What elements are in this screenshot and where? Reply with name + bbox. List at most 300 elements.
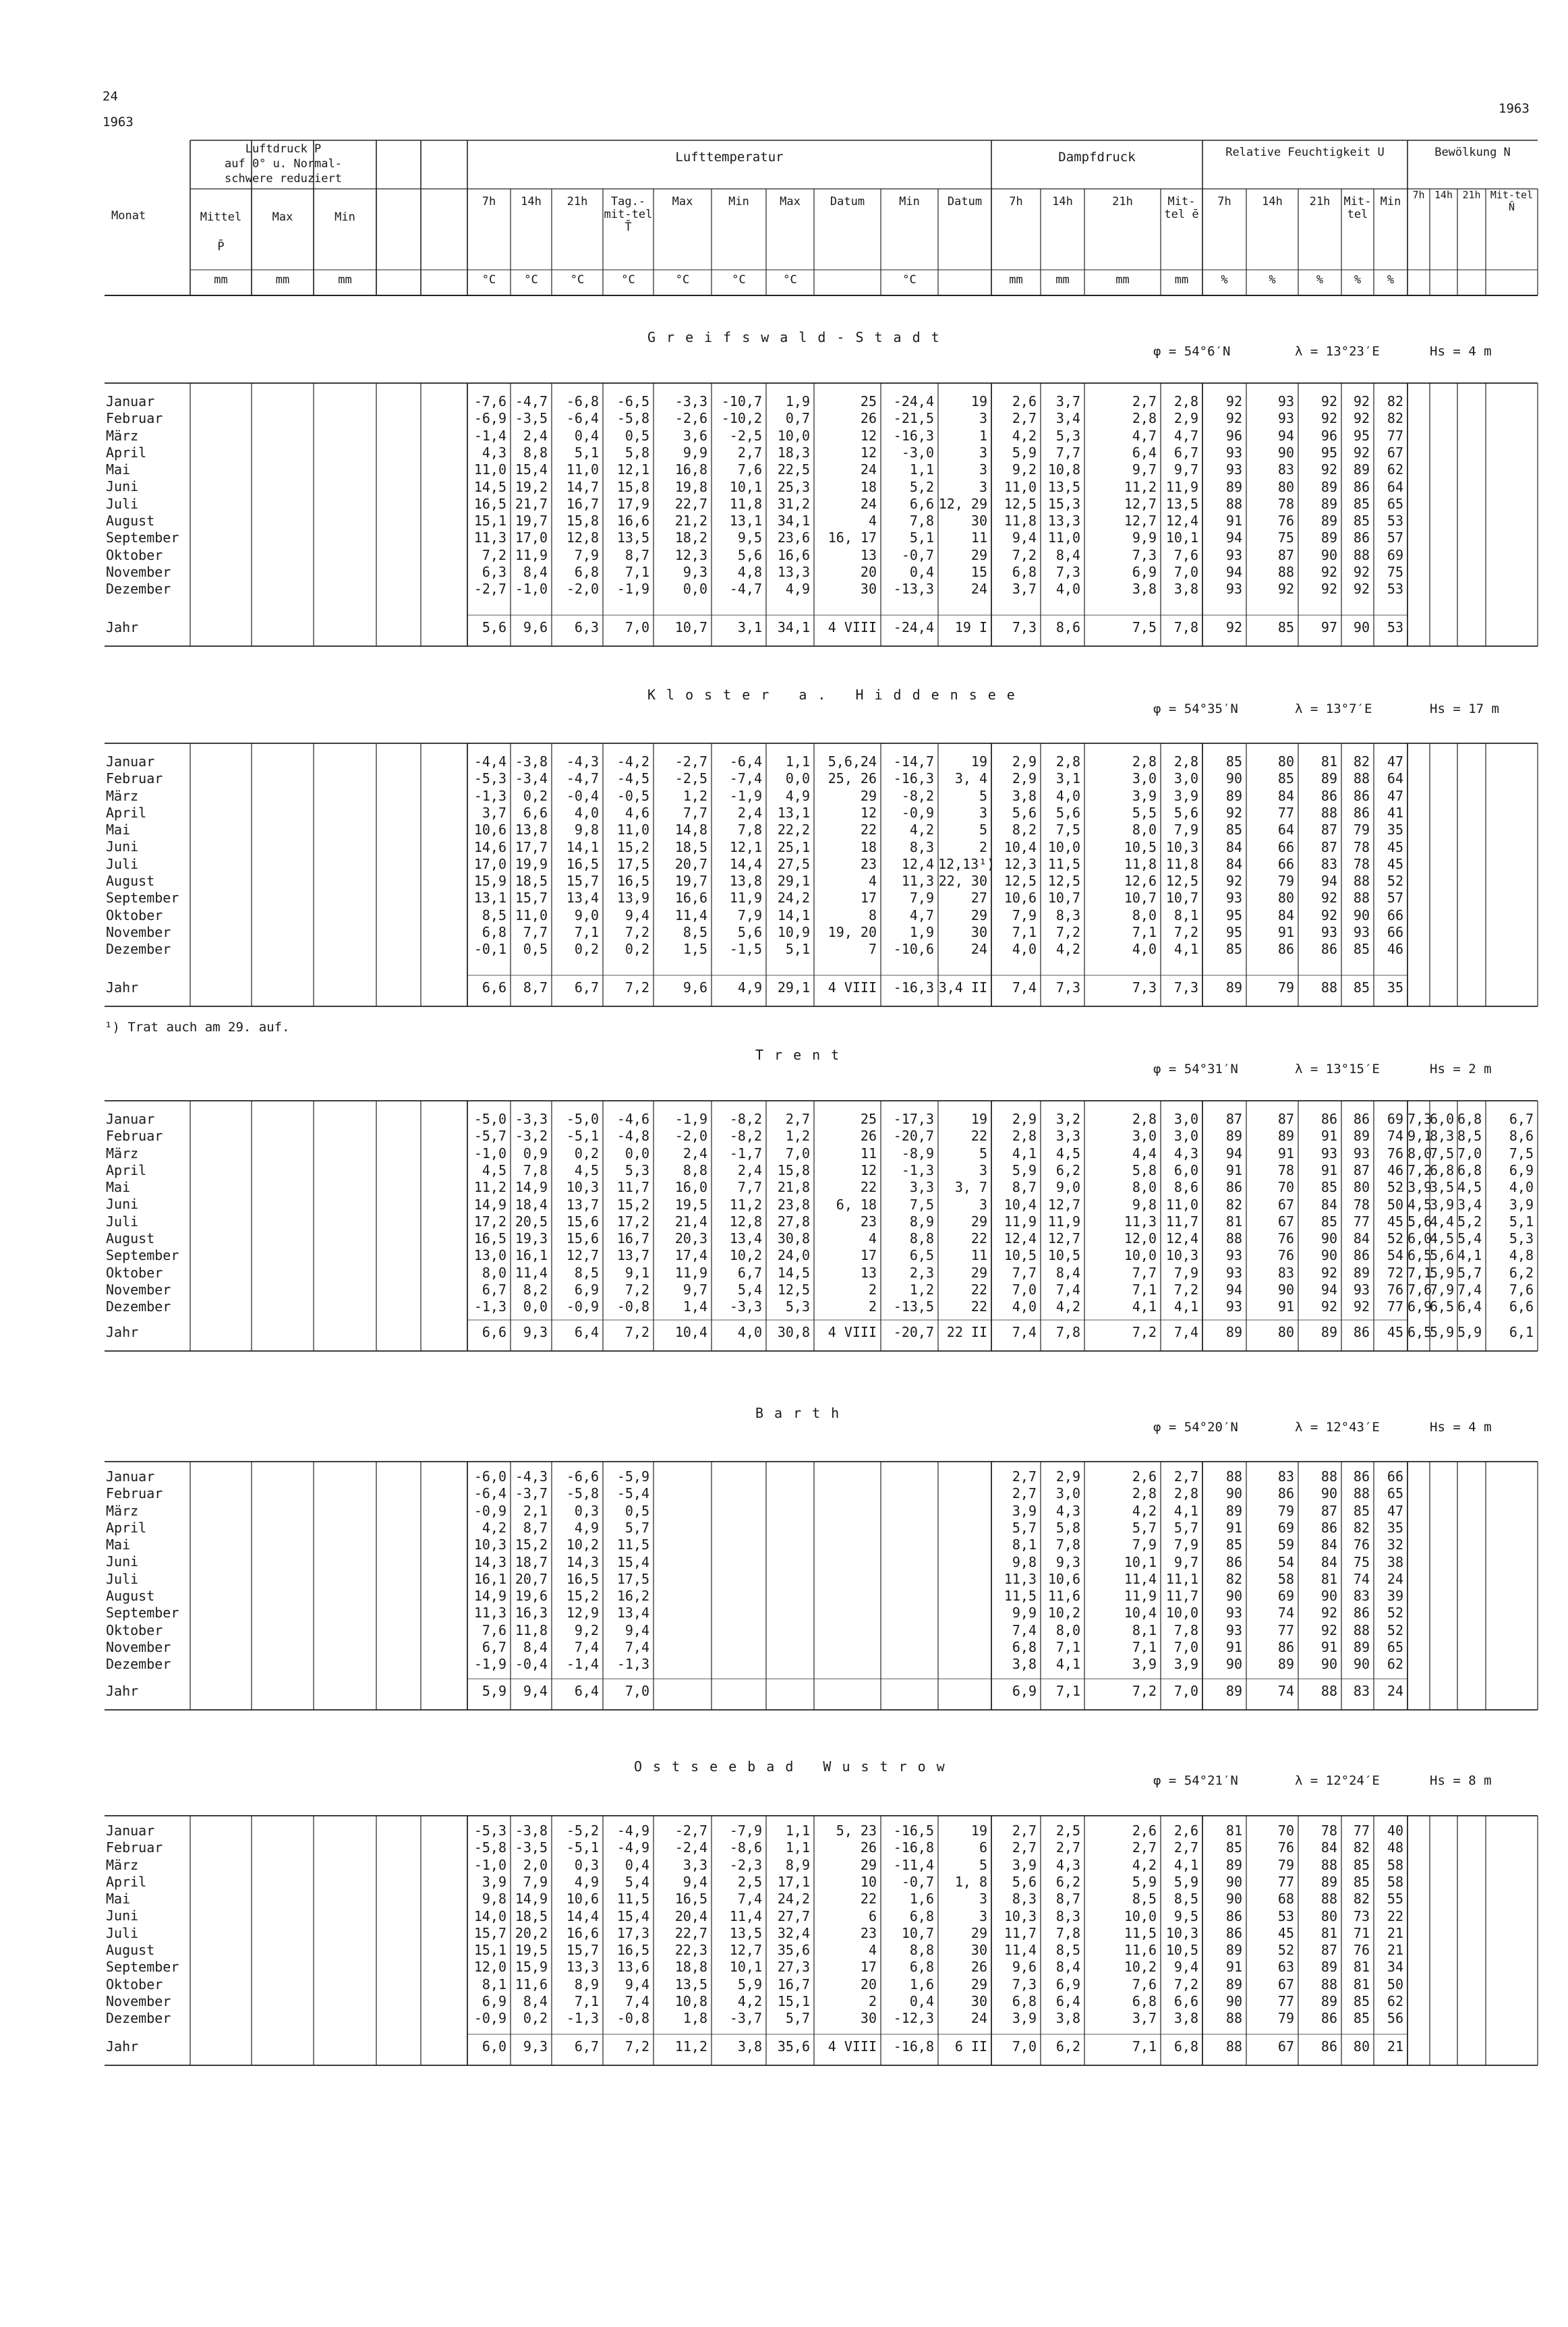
table-cell: 74 [1277, 1605, 1294, 1621]
table-cell: -0,9 [473, 1502, 506, 1519]
table-cell: 7,8 [1055, 1536, 1080, 1553]
table-cell: -5,0 [566, 1111, 599, 1127]
table-cell: 22,5 [777, 461, 810, 478]
table-cell: 86 [1277, 1639, 1294, 1655]
table-cell: 15,7 [473, 1924, 506, 1941]
table-cell: 79 [1277, 1502, 1294, 1519]
table-cell: 88 [1353, 1485, 1370, 1502]
header-temp-col: Max [672, 195, 693, 208]
table-cell: -2,4 [674, 1839, 707, 1856]
table-cell: 6,7 [737, 1264, 762, 1281]
table-cell: 75 [1277, 529, 1294, 546]
table-cell: 14,4 [729, 855, 762, 872]
table-cell: -8,2 [729, 1128, 762, 1145]
table-cell: 81 [1320, 753, 1337, 770]
table-cell: 7,9 [1132, 1536, 1157, 1553]
table-cell: 1,9 [909, 924, 934, 940]
table-cell: 4,5 [574, 1161, 599, 1178]
table-cell: 12 [860, 1161, 877, 1178]
table-cell: 5,3 [1055, 427, 1080, 444]
table-cell: 93 [1225, 1298, 1242, 1315]
table-cell: 85 [1225, 1536, 1242, 1553]
table-cell: 8,8 [909, 1942, 934, 1959]
table-cell: 22 [970, 1282, 987, 1298]
table-cell: 79 [1353, 822, 1370, 838]
table-cell: 20 [860, 1976, 877, 1992]
table-cell: 6,7 [482, 1282, 506, 1298]
table-cell: 88 [1353, 890, 1370, 907]
table-cell: -1,0 [473, 1145, 506, 1161]
table-cell: 7,1 [1055, 1639, 1080, 1655]
table-cell: 19, 20 [827, 924, 877, 940]
year-label: Jahr [106, 979, 139, 996]
station-latitude: φ = 54°31′N [1153, 1062, 1238, 1076]
table-cell: -0,9 [901, 804, 934, 821]
table-cell: 80 [1277, 890, 1294, 907]
table-cell: 66 [1387, 907, 1403, 923]
table-cell: -3,3 [674, 393, 707, 409]
table-cell: 9,2 [1012, 461, 1037, 478]
table-cell: 12,7 [729, 1942, 762, 1959]
table-cell: 23,8 [777, 1196, 810, 1213]
table-cell: 1,5 [683, 941, 707, 958]
table-cell: 3,9 [482, 1873, 506, 1890]
table-cell: 85 [1353, 495, 1370, 512]
table-cell: 6,5 [909, 1247, 934, 1264]
table-cell: 2,7 [1012, 1839, 1037, 1856]
table-cell: 91 [1225, 1161, 1242, 1178]
table-cell: 6,8 [1457, 1161, 1482, 1178]
table-cell: 10 [860, 1873, 877, 1890]
table-cell: 3 [979, 804, 987, 821]
table-cell: 11,9 [1004, 1213, 1037, 1230]
table-cell: 2,8 [1012, 1128, 1037, 1145]
table-cell: 14,1 [566, 838, 599, 855]
table-cell: 6,5 [1407, 1247, 1432, 1264]
table-cell: 6,8 [1012, 1639, 1037, 1655]
table-cell: 2,7 [1173, 1468, 1198, 1485]
year-cell: 6,1 [1509, 1324, 1534, 1340]
table-cell: 52 [1277, 1942, 1294, 1959]
table-cell: 93 [1353, 1145, 1370, 1161]
table-cell: 75 [1387, 564, 1403, 580]
table-cell: 85 [1353, 1993, 1370, 2009]
table-cell: 4,5 [482, 1161, 506, 1178]
table-cell: 26 [860, 1839, 877, 1856]
table-cell: 3,8 [1173, 581, 1198, 598]
table-cell: 67 [1387, 444, 1403, 461]
table-cell: 10,8 [1047, 461, 1080, 478]
table-cell: 65 [1387, 1485, 1403, 1502]
table-cell: 76 [1277, 1839, 1294, 1856]
year-cell: 5,9 [482, 1683, 506, 1699]
table-cell: 10,3 [566, 1179, 599, 1196]
table-cell: -2,0 [674, 1128, 707, 1145]
table-cell: 9,0 [574, 907, 599, 923]
table-cell: 2,9 [1012, 770, 1037, 787]
page-number: 24 [103, 89, 118, 104]
table-cell: 4,1 [1132, 1298, 1157, 1315]
table-cell: 4,1 [1012, 1145, 1037, 1161]
table-cell: 15,4 [616, 1907, 649, 1924]
table-cell: 10,0 [1165, 1605, 1198, 1621]
table-cell: 8,0 [1132, 1179, 1157, 1196]
table-cell: 7,3 [1407, 1111, 1432, 1127]
table-cell: 9,6 [1012, 1959, 1037, 1976]
table-cell: -16,3 [893, 427, 934, 444]
year-cell: 5,6 [482, 619, 506, 635]
table-cell: 29,1 [777, 873, 810, 890]
table-cell: 7,8 [909, 513, 934, 529]
table-cell: 11,0 [515, 907, 548, 923]
year-cell: 30,8 [777, 1324, 810, 1340]
table-cell: 34 [1387, 1959, 1403, 1976]
table-cell: 2,9 [1173, 410, 1198, 427]
table-cell: 92 [1320, 1264, 1337, 1281]
table-cell: 19,3 [515, 1230, 548, 1247]
table-cell: -2,7 [674, 1822, 707, 1839]
table-cell: 15,6 [566, 1230, 599, 1247]
table-cell: 89 [1353, 1264, 1370, 1281]
table-cell: 88 [1320, 804, 1337, 821]
table-cell: 66 [1387, 924, 1403, 940]
table-cell: 13 [860, 1264, 877, 1281]
table-cell: 12,5 [1004, 873, 1037, 890]
table-cell: 7,4 [1055, 1282, 1080, 1298]
table-cell: 10,6 [566, 1891, 599, 1907]
table-cell: 3,7 [1055, 393, 1080, 409]
table-cell: 78 [1353, 1196, 1370, 1213]
table-cell: -13,3 [893, 581, 934, 598]
table-cell: 12,7 [1124, 513, 1157, 529]
table-cell: 2 [979, 838, 987, 855]
table-cell: 56 [1387, 2010, 1403, 2027]
year-cell: 6,8 [1173, 2038, 1198, 2055]
table-cell: 30 [970, 513, 987, 529]
table-cell: 46 [1387, 1161, 1403, 1178]
table-cell: 16,0 [674, 1179, 707, 1196]
year-cell: 89 [1320, 1324, 1337, 1340]
table-cell: 17,2 [616, 1213, 649, 1230]
year-cell: 7,2 [1132, 1324, 1157, 1340]
table-cell: -0,9 [566, 1298, 599, 1315]
table-cell: 8,8 [523, 444, 548, 461]
table-cell: 7,3 [1012, 1976, 1037, 1992]
year-cell: 79 [1277, 979, 1294, 996]
table-cell: 11,3 [901, 873, 934, 890]
table-cell: 86 [1225, 1924, 1242, 1941]
table-cell: 11,7 [1165, 1588, 1198, 1605]
table-cell: 18,2 [674, 529, 707, 546]
table-cell: 24,0 [777, 1247, 810, 1264]
table-cell: 22 [970, 1128, 987, 1145]
year-cell: 7,3 [1173, 979, 1198, 996]
table-cell: 54 [1277, 1553, 1294, 1570]
table-cell: 91 [1320, 1161, 1337, 1178]
table-cell: 5 [979, 787, 987, 804]
table-cell: 13,3 [777, 564, 810, 580]
table-cell: 22 [970, 1230, 987, 1247]
table-cell: 21,4 [674, 1213, 707, 1230]
table-cell: 19,6 [515, 1588, 548, 1605]
table-cell: 93 [1225, 1605, 1242, 1621]
table-cell: 11,0 [1004, 478, 1037, 495]
table-cell: 9,8 [482, 1891, 506, 1907]
table-cell: 13,1 [777, 804, 810, 821]
table-cell: 0,4 [625, 1856, 649, 1873]
table-cell: 92 [1277, 581, 1294, 598]
year-cell: 83 [1353, 1683, 1370, 1699]
table-cell: 3,3 [909, 1179, 934, 1196]
table-cell: -1,0 [473, 1856, 506, 1873]
table-cell: 10,6 [1047, 1570, 1080, 1587]
table-cell: 94 [1277, 427, 1294, 444]
table-cell: -7,4 [729, 770, 762, 787]
year-cell: 4 VIII [827, 619, 877, 635]
table-cell: 75 [1353, 1553, 1370, 1570]
table-cell: 17 [860, 1959, 877, 1976]
header-bewoelkung: Bewölkung N [1434, 146, 1511, 159]
table-cell: 5,7 [1457, 1264, 1482, 1281]
table-cell: 83 [1320, 855, 1337, 872]
table-cell: 45 [1277, 1924, 1294, 1941]
table-cell: 11 [860, 1145, 877, 1161]
table-cell: 5,6 [737, 546, 762, 563]
table-cell: 24 [860, 495, 877, 512]
table-cell: 16,6 [674, 890, 707, 907]
year-cell: 6,6 [482, 1324, 506, 1340]
header-feuchte-unit: % [1316, 273, 1324, 287]
table-cell: 9,8 [1132, 1196, 1157, 1213]
table-cell: -3,8 [515, 1822, 548, 1839]
header-luftdruck-unit: mm [214, 273, 228, 287]
table-cell: 29 [970, 907, 987, 923]
table-cell: -4,4 [473, 753, 506, 770]
table-cell: 5,6,24 [827, 753, 877, 770]
table-cell: 93 [1225, 444, 1242, 461]
table-cell: 22 [860, 822, 877, 838]
station-altitude: Hs = 8 m [1430, 1773, 1492, 1788]
table-cell: 6,8 [1457, 1111, 1482, 1127]
table-cell: 2,8 [1132, 410, 1157, 427]
table-cell: 13,3 [1047, 513, 1080, 529]
table-cell: 89 [1320, 1993, 1337, 2009]
table-cell: 27,5 [777, 855, 810, 872]
table-cell: 3,0 [1055, 1485, 1080, 1502]
table-cell: 89 [1225, 1502, 1242, 1519]
table-cell: 8,2 [1012, 822, 1037, 838]
table-cell: 82 [1353, 753, 1370, 770]
header-temp-col: Min [728, 195, 749, 208]
table-cell: -10,2 [721, 410, 762, 427]
table-cell: 20,7 [515, 1570, 548, 1587]
year-cell: 3,4 II [938, 979, 987, 996]
table-cell: 10,5 [1124, 838, 1157, 855]
month-labels: Januar Februar März April Mai Juni Juli August September Oktober November Dezember [106, 393, 179, 598]
year-cell: 6,3 [574, 619, 599, 635]
table-cell: 8,8 [683, 1161, 707, 1178]
table-cell: 4,0 [1055, 581, 1080, 598]
table-cell: 10,4 [1004, 1196, 1037, 1213]
table-cell: 93 [1320, 1145, 1337, 1161]
table-cell: 71 [1353, 1924, 1370, 1941]
table-cell: 4 [868, 513, 877, 529]
table-cell: 77 [1353, 1213, 1370, 1230]
table-cell: 31,2 [777, 495, 810, 512]
table-cell: 7,5 [1509, 1145, 1534, 1161]
table-cell: 5 [979, 822, 987, 838]
footnote: ¹) Trat auch am 29. auf. [105, 1020, 290, 1035]
table-cell: 92 [1320, 410, 1337, 427]
table-cell: 32 [1387, 1536, 1403, 1553]
table-cell: 91 [1320, 1639, 1337, 1655]
table-cell: 47 [1387, 787, 1403, 804]
table-cell: 16,7 [777, 1976, 810, 1992]
table-cell: 70 [1277, 1179, 1294, 1196]
table-cell: 94 [1225, 564, 1242, 580]
table-cell: 3,8 [1132, 581, 1157, 598]
table-cell: 5,8 [1055, 1519, 1080, 1536]
year-cell: 86 [1353, 1324, 1370, 1340]
year-cell: 7,8 [1055, 1324, 1080, 1340]
year-cell: 4,9 [737, 979, 762, 996]
table-cell: 3,0 [1132, 1128, 1157, 1145]
table-cell: 3,9 [1132, 1656, 1157, 1673]
table-cell: -2,7 [674, 753, 707, 770]
table-cell: 5,9 [1012, 1161, 1037, 1178]
table-cell: 14,9 [515, 1179, 548, 1196]
table-cell: -6,8 [566, 393, 599, 409]
table-cell: 7,1 [574, 924, 599, 940]
table-cell: 13,7 [616, 1247, 649, 1264]
table-cell: 92 [1320, 1621, 1337, 1638]
table-cell: 14,5 [473, 478, 506, 495]
table-cell: 65 [1387, 1639, 1403, 1655]
table-cell: 92 [1353, 393, 1370, 409]
table-cell: 0,3 [574, 1502, 599, 1519]
header-temp-unit: °C [621, 273, 635, 287]
table-cell: 78 [1277, 1161, 1294, 1178]
table-cell: 82 [1353, 1519, 1370, 1536]
table-cell: 7,7 [1132, 1264, 1157, 1281]
table-cell: 87 [1320, 838, 1337, 855]
table-cell: 90 [1225, 770, 1242, 787]
table-cell: 10,1 [729, 1959, 762, 1976]
header-temp-unit: °C [732, 273, 746, 287]
table-cell: 10,3 [1165, 1924, 1198, 1941]
header-bew-col: 14h [1434, 189, 1453, 201]
table-cell: 4,0 [1055, 787, 1080, 804]
table-cell: -6,9 [473, 410, 506, 427]
header-feuchte-col: Min [1380, 195, 1401, 208]
table-cell: 2,4 [523, 427, 548, 444]
table-cell: 7,7 [523, 924, 548, 940]
table-cell: 84 [1320, 1553, 1337, 1570]
table-cell: 7,0 [1173, 1639, 1198, 1655]
table-cell: 77 [1277, 1873, 1294, 1890]
table-cell: 92 [1225, 804, 1242, 821]
table-cell: 4,2 [482, 1519, 506, 1536]
table-cell: 7 [868, 941, 877, 958]
table-cell: 15,8 [777, 1161, 810, 1178]
table-cell: 9,4 [683, 1873, 707, 1890]
table-cell: 5,6 [1055, 804, 1080, 821]
table-cell: 4,2 [1012, 427, 1037, 444]
table-cell: 4,5 [1055, 1145, 1080, 1161]
table-cell: -7,9 [729, 1822, 762, 1839]
table-cell: 9,1 [625, 1264, 649, 1281]
table-cell: 13,5 [674, 1976, 707, 1992]
table-cell: 17,5 [616, 855, 649, 872]
year-cell: 4 VIII [827, 979, 877, 996]
table-cell: 90 [1225, 1656, 1242, 1673]
table-cell: 78 [1353, 838, 1370, 855]
station-longitude: λ = 12°24′E [1295, 1773, 1380, 1788]
table-cell: 8,4 [523, 564, 548, 580]
table-cell: 12,4 [1165, 513, 1198, 529]
table-cell: 10,9 [777, 924, 810, 940]
year-cell: 7,1 [1132, 2038, 1157, 2055]
table-cell: 5,2 [1457, 1213, 1482, 1230]
table-cell: 2,7 [1173, 1839, 1198, 1856]
table-cell: 93 [1225, 546, 1242, 563]
table-cell: 5, 23 [836, 1822, 877, 1839]
table-cell: 21,7 [515, 495, 548, 512]
table-cell: 17,7 [515, 838, 548, 855]
table-cell: 11,0 [473, 461, 506, 478]
table-cell: 7,1 [625, 564, 649, 580]
table-cell: 4,1 [1457, 1247, 1482, 1264]
year-right: 1963 [1499, 101, 1530, 116]
table-cell: 16,5 [473, 495, 506, 512]
table-cell: 12,7 [566, 1247, 599, 1264]
table-cell: 13,5 [1047, 478, 1080, 495]
table-cell: 18,5 [674, 838, 707, 855]
table-cell: 3, 4 [954, 770, 987, 787]
table-cell: 24 [860, 461, 877, 478]
table-cell: 57 [1387, 529, 1403, 546]
table-cell: 6,8 [1012, 564, 1037, 580]
table-cell: 77 [1387, 1298, 1403, 1315]
table-cell: 8,9 [574, 1976, 599, 1992]
table-cell: -2,3 [729, 1856, 762, 1873]
table-cell: 88 [1225, 1468, 1242, 1485]
year-cell: -16,8 [893, 2038, 934, 2055]
table-cell: 1,2 [909, 1282, 934, 1298]
table-cell: 16,1 [473, 1570, 506, 1587]
table-cell: 0,2 [574, 1145, 599, 1161]
table-cell: 89 [1353, 1639, 1370, 1655]
table-cell: 5,7 [785, 2010, 810, 2027]
header-feuchte-col: 21h [1309, 195, 1331, 208]
table-cell: 93 [1353, 1282, 1370, 1298]
table-cell: 90 [1353, 907, 1370, 923]
table-cell: 4,3 [1055, 1502, 1080, 1519]
table-cell: 2 [868, 1282, 877, 1298]
table-cell: 17 [860, 890, 877, 907]
table-cell: 2,7 [1012, 1822, 1037, 1839]
table-cell: 0,0 [683, 581, 707, 598]
table-cell: 85 [1225, 1839, 1242, 1856]
table-cell: 30,8 [777, 1230, 810, 1247]
table-cell: 8,5 [482, 907, 506, 923]
table-cell: 15,2 [616, 1196, 649, 1213]
table-cell: 6,6 [1173, 1993, 1198, 2009]
table-cell: 17,2 [473, 1213, 506, 1230]
table-cell: 4,4 [1132, 1145, 1157, 1161]
table-cell: 16, 17 [827, 529, 877, 546]
table-cell: 83 [1277, 461, 1294, 478]
